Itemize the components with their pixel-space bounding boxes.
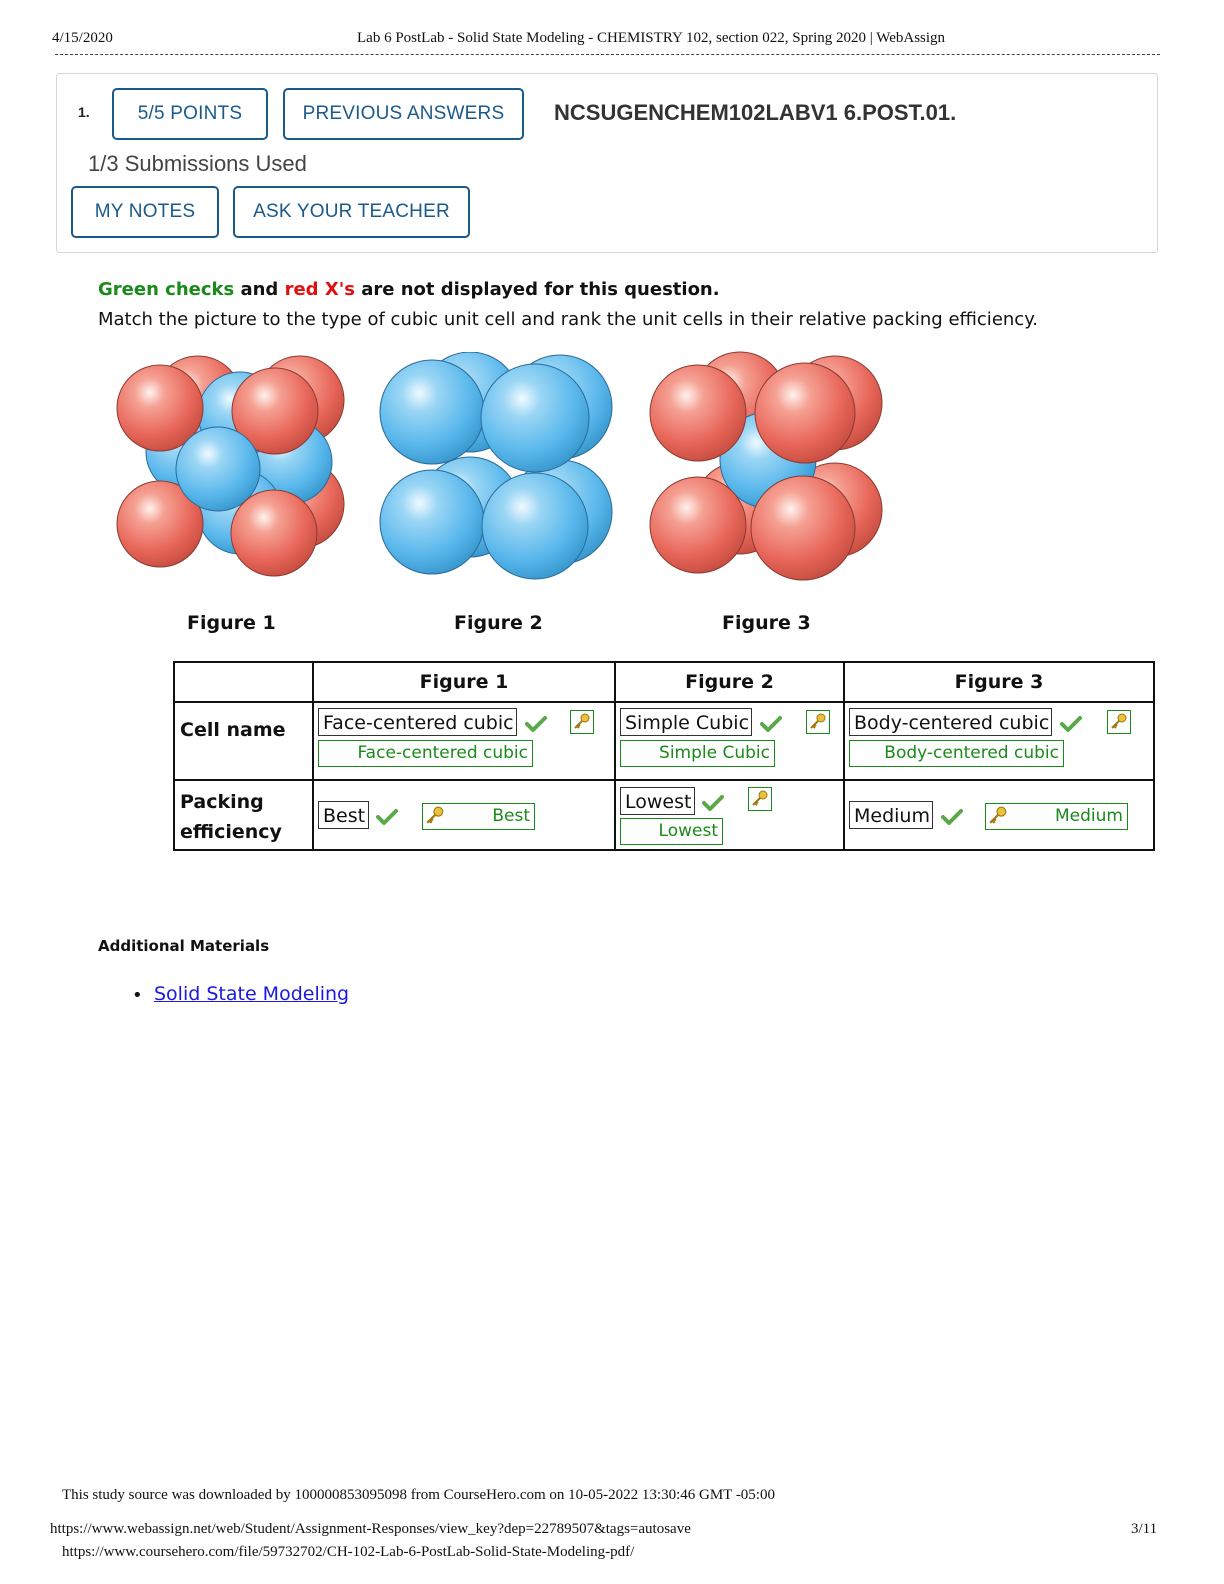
previous-answers-button[interactable]: PREVIOUS ANSWERS bbox=[283, 88, 524, 140]
notice-and: and bbox=[234, 279, 285, 300]
figure-3-label: Figure 3 bbox=[722, 612, 811, 634]
my-notes-button[interactable]: MY NOTES bbox=[71, 186, 219, 238]
key-icon[interactable] bbox=[988, 805, 1008, 825]
correct-answer-packing-fig3: Medium bbox=[985, 803, 1128, 830]
check-icon bbox=[760, 715, 782, 733]
key-icon[interactable] bbox=[425, 805, 445, 825]
check-icon bbox=[1060, 715, 1082, 733]
ask-teacher-button[interactable]: ASK YOUR TEACHER bbox=[233, 186, 470, 238]
packing-fig3 bbox=[844, 780, 1154, 850]
notice-rest: are not displayed for this question. bbox=[354, 279, 720, 300]
check-icon bbox=[525, 715, 547, 733]
answer-select-packing-fig1[interactable]: Best bbox=[318, 801, 369, 829]
correct-answer-packing-fig2: Lowest bbox=[620, 818, 723, 845]
answer-select-cell-name-fig1[interactable]: Face-centered cubic bbox=[318, 708, 517, 736]
correct-answer-packing-fig1: Best bbox=[422, 803, 535, 830]
table-header-empty bbox=[174, 662, 313, 702]
coursehero-url: https://www.coursehero.com/file/59732702/CH-102-Lab-6-PostLab-Solid-State-Modeling-pdf/ bbox=[62, 1544, 635, 1560]
study-source-note: This study source was downloaded by 100000853095098 from CourseHero.com on 10-05-2022 13:30:46 GMT -05:00 bbox=[62, 1487, 775, 1503]
check-icon bbox=[376, 808, 398, 826]
print-url: https://www.webassign.net/web/Student/Assignment-Responses/view_key?dep=22789507&tags=autosave bbox=[50, 1521, 691, 1537]
packing-fig1 bbox=[313, 780, 615, 850]
figure-1-image bbox=[110, 352, 350, 584]
question-instruction: Match the picture to the type of cubic unit cell and rank the unit cells in their relative packing efficiency. bbox=[98, 309, 1038, 330]
row-label-cell-name: Cell name bbox=[174, 702, 313, 780]
check-icon bbox=[702, 794, 724, 812]
packing-fig2 bbox=[615, 780, 844, 850]
header-divider bbox=[55, 54, 1160, 55]
answer-select-cell-name-fig3[interactable]: Body-centered cubic bbox=[849, 708, 1052, 736]
figure-1-label: Figure 1 bbox=[187, 612, 276, 634]
row-label-packing-efficiency: Packing efficiency bbox=[174, 780, 313, 850]
key-icon[interactable] bbox=[1107, 710, 1131, 734]
cell-name-fig2 bbox=[615, 702, 844, 780]
answer-select-cell-name-fig2[interactable]: Simple Cubic bbox=[620, 708, 752, 736]
correct-answer-cell-name-fig2: Simple Cubic bbox=[620, 740, 775, 767]
key-icon[interactable] bbox=[806, 710, 830, 734]
table-header-figure-3: Figure 3 bbox=[844, 662, 1154, 702]
correct-answer-cell-name-fig1: Face-centered cubic bbox=[318, 740, 533, 767]
notice-red-xs: red X's bbox=[284, 279, 355, 300]
cell-name-fig1 bbox=[313, 702, 615, 780]
notice-green-checks: Green checks bbox=[98, 279, 235, 300]
display-notice bbox=[98, 279, 720, 300]
table-header-figure-1: Figure 1 bbox=[313, 662, 615, 702]
points-button[interactable]: 5/5 POINTS bbox=[112, 88, 268, 140]
figure-3-image bbox=[645, 350, 887, 584]
check-icon bbox=[941, 808, 963, 826]
figure-2-image bbox=[375, 352, 617, 584]
table-header-figure-2: Figure 2 bbox=[615, 662, 844, 702]
question-id: NCSUGENCHEM102LABV1 6.POST.01. bbox=[554, 100, 957, 125]
key-icon[interactable] bbox=[748, 787, 772, 811]
additional-materials-heading: Additional Materials bbox=[98, 937, 270, 955]
correct-answer-cell-name-fig3: Body-centered cubic bbox=[849, 740, 1064, 767]
answer-table bbox=[173, 661, 1155, 851]
list-bullet: • bbox=[132, 985, 143, 1006]
figure-2-label: Figure 2 bbox=[454, 612, 543, 634]
question-number: 1. bbox=[78, 104, 90, 120]
solid-state-modeling-link[interactable]: Solid State Modeling bbox=[154, 983, 350, 1005]
key-icon[interactable] bbox=[570, 710, 594, 734]
answer-select-packing-fig3[interactable]: Medium bbox=[849, 801, 933, 829]
print-date: 4/15/2020 bbox=[52, 30, 113, 46]
submissions-used: 1/3 Submissions Used bbox=[88, 151, 307, 176]
page-number: 3/11 bbox=[1131, 1521, 1158, 1537]
print-page-title: Lab 6 PostLab - Solid State Modeling - CHEMISTRY 102, section 022, Spring 2020 | WebAssign bbox=[357, 30, 946, 46]
cell-name-fig3 bbox=[844, 702, 1154, 780]
answer-select-packing-fig2[interactable]: Lowest bbox=[620, 787, 695, 815]
